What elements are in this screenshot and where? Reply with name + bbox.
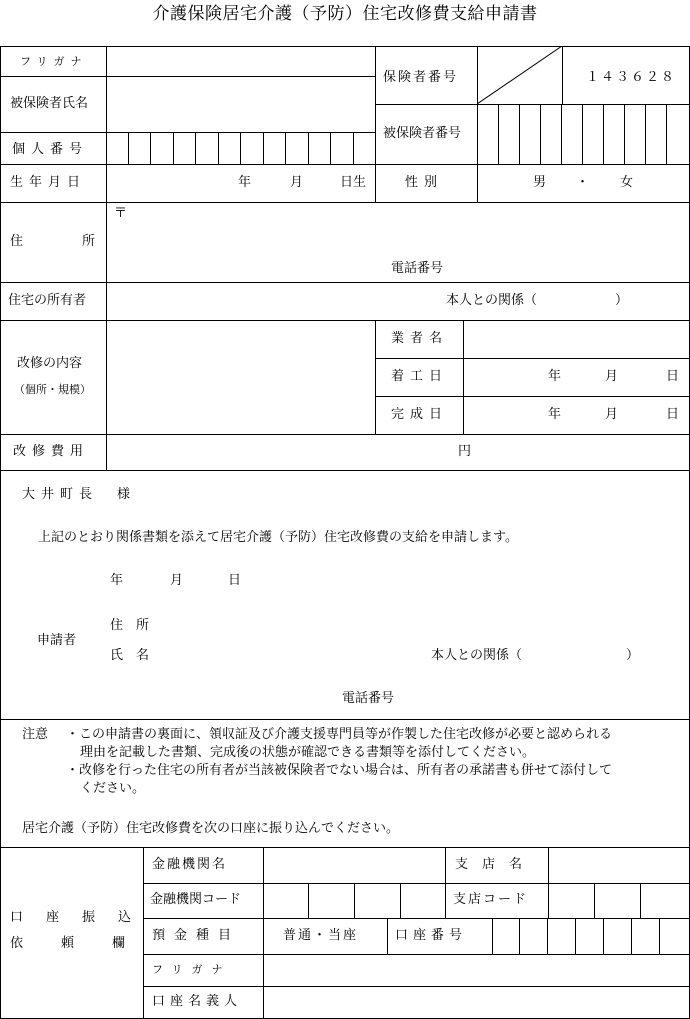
form-title: 介護保険居宅介護（予防）住宅改修費支給申請書 — [152, 4, 538, 24]
furigana-label: フリガナ — [20, 55, 88, 68]
account-holder-label: 口座名義人 — [152, 994, 243, 1009]
branch-name-label: 支店名 — [455, 857, 537, 872]
note-1-line-1: ・この申請書の裏面に、領収証及び介護支援専門員等が作製した住宅改修が必要と認められる — [66, 727, 613, 742]
rule — [263, 132, 264, 164]
application-form — [0, 46, 690, 1019]
start-month: 月 — [605, 369, 619, 384]
rule — [603, 104, 604, 164]
rule — [375, 358, 690, 359]
cost-yen: 円 — [458, 444, 472, 459]
rule — [375, 396, 690, 397]
address-phone-label: 電話番号 — [391, 261, 444, 276]
rule — [477, 164, 478, 202]
start-year: 年 — [548, 369, 562, 384]
owner-label: 住宅の所有者 — [8, 293, 87, 308]
rule — [631, 918, 632, 954]
rule — [308, 883, 309, 918]
insured-number-label: 被保険者番号 — [383, 126, 462, 141]
insurer-number-diagonal — [477, 46, 563, 104]
declaration-year: 年 — [110, 573, 124, 588]
bank-side-label-2: 依頼欄 — [10, 936, 164, 951]
rule — [143, 954, 690, 955]
individual-number-label: 個人番号 — [12, 142, 89, 157]
rule — [106, 46, 107, 320]
insurer-number-value: １４３６２８ — [586, 70, 677, 85]
rule — [0, 76, 375, 77]
institution-name-label: 金融機関名 — [152, 857, 228, 872]
border-top — [0, 46, 690, 47]
bank-side-label-1: 口座振込 — [10, 910, 155, 925]
rule — [143, 847, 144, 1019]
birth-date-label: 生年月日 — [10, 175, 87, 190]
rule — [666, 104, 667, 164]
rule — [445, 847, 446, 918]
rule — [0, 847, 690, 848]
rule — [0, 434, 690, 435]
rule — [582, 104, 583, 164]
deposit-type-value[interactable]: 普通・当座 — [283, 928, 359, 943]
gender-female[interactable]: 女 — [620, 175, 634, 190]
rule — [603, 918, 604, 954]
insurer-number-label: 保険者番号 — [383, 70, 459, 85]
rule — [0, 132, 375, 133]
complete-date-label: 完成日 — [391, 407, 449, 422]
rule — [0, 202, 690, 203]
rule — [0, 164, 690, 165]
contractor-label: 業者名 — [391, 331, 449, 346]
rule — [548, 847, 549, 918]
rule — [285, 132, 286, 164]
rule — [263, 847, 264, 1019]
notes-label: 注意 — [22, 727, 49, 742]
birth-year: 年 — [238, 175, 252, 190]
address-label-1: 住 — [10, 234, 24, 249]
renovation-content-sub: （個所・規模） — [14, 383, 91, 396]
start-date-label: 着工日 — [391, 369, 449, 384]
gender-separator: ・ — [576, 175, 590, 190]
start-day: 日 — [666, 369, 680, 384]
postal-mark: 〒 — [114, 206, 128, 221]
renovation-cost-label: 改修費用 — [13, 444, 90, 459]
rule — [547, 918, 548, 954]
rule — [0, 470, 690, 471]
branch-code-label: 支店コード — [453, 892, 529, 907]
rule — [353, 132, 354, 164]
complete-day: 日 — [666, 407, 680, 422]
rule — [645, 104, 646, 164]
birth-month: 月 — [290, 175, 304, 190]
rule — [375, 104, 690, 105]
gender-label: 性別 — [405, 175, 444, 190]
rule — [195, 132, 196, 164]
declaration-month: 月 — [170, 573, 184, 588]
applicant-address-label: 住 所 — [110, 618, 150, 633]
rule — [624, 104, 625, 164]
rule — [106, 320, 107, 470]
applicant-label: 申請者 — [37, 633, 77, 648]
addressee: 大井町長 様 — [22, 487, 137, 502]
institution-code-label: 金融機関コード — [150, 892, 242, 907]
owner-relation: 本人との関係（ ） — [446, 293, 629, 308]
rule — [143, 918, 690, 919]
rule — [640, 883, 641, 918]
transfer-request: 居宅介護（予防）住宅改修費を次の口座に振り込んでください。 — [22, 821, 400, 836]
rule — [150, 132, 151, 164]
rule — [0, 719, 690, 720]
rule — [519, 104, 520, 164]
rule — [128, 132, 129, 164]
rule — [594, 883, 595, 918]
rule — [400, 883, 401, 918]
rule — [540, 104, 541, 164]
applicant-relation: 本人との関係（ ） — [431, 648, 640, 663]
rule — [492, 918, 493, 954]
rule — [561, 104, 562, 164]
rule — [354, 883, 355, 918]
birth-day: 日生 — [340, 175, 367, 190]
rule — [519, 918, 520, 954]
account-number-label: 口座番号 — [395, 928, 468, 943]
declaration-statement: 上記のとおり関係書類を添えて居宅介護（予防）住宅改修費の支給を申請します。 — [38, 530, 518, 545]
insured-name-label: 被保険者氏名 — [10, 96, 89, 111]
rule — [463, 320, 464, 434]
rule — [387, 918, 388, 954]
note-1-line-2: 理由を記載した書類、完成後の状態が確認できる書類等を添付してください。 — [80, 745, 536, 760]
rule — [659, 918, 660, 954]
rule — [240, 132, 241, 164]
rule — [330, 132, 331, 164]
declaration-day: 日 — [228, 573, 242, 588]
rule — [575, 918, 576, 954]
rule — [218, 132, 219, 164]
rule — [173, 132, 174, 164]
rule — [375, 164, 376, 202]
rule — [0, 320, 690, 321]
applicant-name-label: 氏 名 — [110, 648, 150, 663]
gender-male[interactable]: 男 — [533, 175, 547, 190]
deposit-type-label: 預金種目 — [152, 928, 241, 943]
rule — [143, 883, 690, 884]
rule — [308, 132, 309, 164]
complete-month: 月 — [605, 407, 619, 422]
applicant-phone-label: 電話番号 — [342, 691, 395, 706]
rule — [498, 104, 499, 164]
bank-furigana-label: フリガナ — [152, 963, 232, 976]
rule — [375, 320, 376, 434]
address-label-2: 所 — [82, 234, 96, 249]
note-2-line-2: ください。 — [80, 781, 146, 796]
rule — [143, 986, 690, 987]
renovation-content-label: 改修の内容 — [17, 356, 83, 371]
complete-year: 年 — [548, 407, 562, 422]
rule — [0, 282, 690, 283]
border-left — [0, 46, 1, 1019]
note-2-line-1: ・改修を行った住宅の所有者が当該被保険者でない場合は、所有者の承諾書も併せて添付して — [66, 763, 613, 778]
